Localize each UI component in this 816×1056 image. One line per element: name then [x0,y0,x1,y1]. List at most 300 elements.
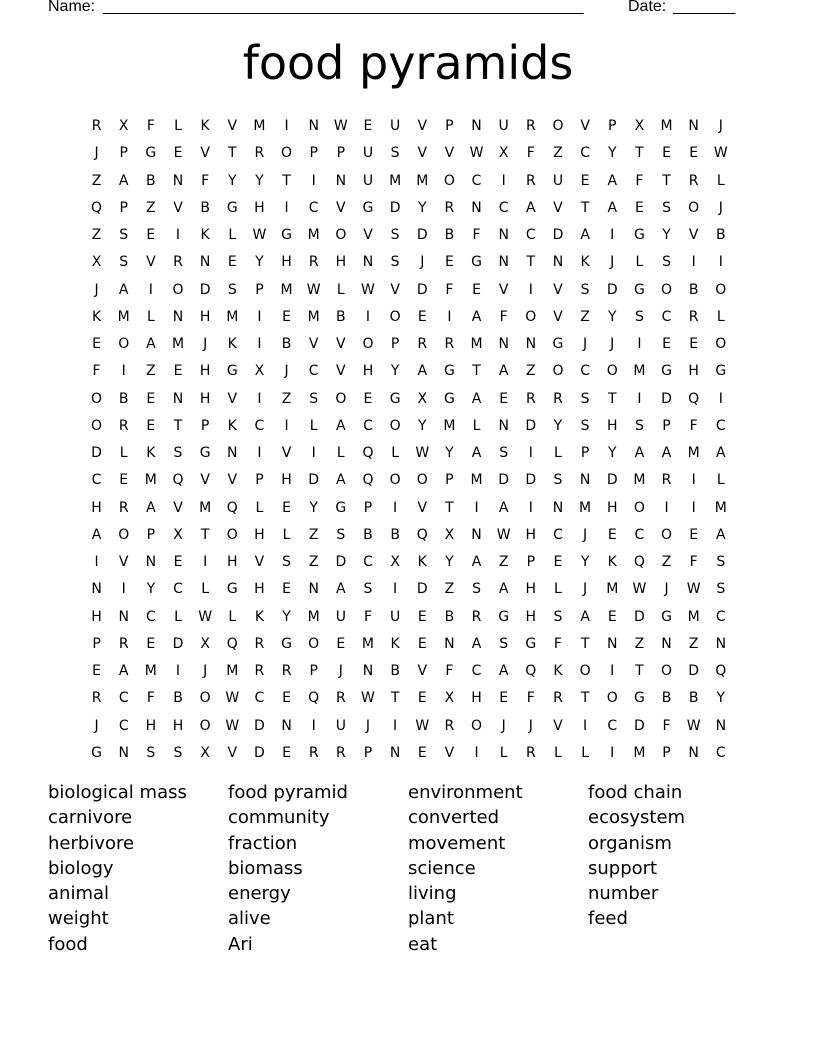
grid-letter: G [389,390,401,407]
grid-letter: U [335,717,346,734]
grid-letter: C [254,417,265,434]
grid-letter: N [498,254,509,271]
grid-letter: L [499,744,508,761]
grid-letter: P [390,336,400,352]
grid-letter: H [91,608,102,625]
grid-letter: R [335,744,346,761]
grid-letter: O [715,281,727,298]
grid-letter: L [309,417,318,434]
grid-letter: I [528,281,533,298]
grid-letter: T [580,635,590,652]
grid-letter: O [389,308,401,325]
grid-letter: E [607,608,617,625]
grid-letter: B [688,281,699,298]
grid-letter: C [607,717,618,734]
grid-letter: A [607,172,618,189]
grid-letter: D [606,472,618,489]
grid-letter: N [308,118,319,134]
grid-letter: E [607,526,617,543]
grid-letter: K [553,663,563,679]
grid-letter: B [444,608,455,625]
grid-letter: N [172,390,184,407]
grid-letter: C [471,663,482,679]
grid-letter: P [363,499,373,516]
letter-grid [83,113,734,767]
grid-letter: Y [607,445,617,461]
grid-letter: M [687,608,700,625]
grid-letter: R [688,172,699,189]
grid-letter: Q [525,663,537,679]
grid-letter: K [200,118,210,134]
grid-letter: R [444,717,455,734]
grid-letter: B [688,690,699,707]
grid-letter: T [662,172,671,189]
grid-letter: M [307,608,320,625]
grid-letter: V [417,145,428,162]
grid-letter: E [119,472,129,489]
grid-letter: V [227,744,238,761]
grid-letter: I [284,118,289,134]
grid-letter: Y [607,308,617,325]
grid-letter: B [146,172,156,189]
grid-letter: E [689,336,699,352]
grid-letter: B [444,227,455,243]
grid-letter: F [689,554,698,570]
word-list-item: organism [588,832,672,854]
grid-letter: S [634,417,644,434]
grid-letter: U [498,118,509,134]
grid-letter: D [525,417,537,434]
grid-letter: C [580,363,590,380]
word-list-item: alive [228,908,271,930]
grid-letter: P [255,281,264,298]
grid-letter: W [252,227,267,243]
grid-letter: C [715,608,726,625]
grid-letter: Z [444,581,455,598]
grid-letter: R [118,417,129,434]
grid-letter: Q [715,663,727,679]
grid-letter: M [714,499,727,516]
grid-letter: G [145,145,157,162]
grid-letter: T [282,172,291,189]
grid-letter: O [688,199,700,216]
grid-letter: O [661,526,673,543]
word-list-item: movement [408,832,506,854]
grid-letter: C [91,472,102,489]
grid-letter: H [145,717,157,734]
grid-letter: N [308,581,319,598]
grid-letter: Y [282,608,291,625]
grid-letter: R [254,663,265,679]
word-list-item: herbivore [48,832,135,854]
grid-letter: W [469,145,484,162]
grid-letter: I [284,199,289,216]
grid-letter: F [662,717,671,734]
grid-letter: T [173,417,183,434]
grid-letter: P [119,199,128,216]
grid-letter: I [691,499,696,516]
grid-letter: M [280,281,293,298]
grid-letter: Z [526,363,536,380]
grid-letter: M [226,663,239,679]
grid-letter: W [686,581,701,598]
grid-letter: M [307,308,320,325]
grid-letter: L [581,744,589,761]
word-list-item: biomass [228,857,303,879]
grid-letter: B [336,308,346,325]
grid-letter: C [634,526,645,543]
grid-letter: R [118,499,129,516]
grid-letter: M [633,363,646,380]
grid-letter: M [660,118,673,134]
grid-letter: I [393,499,398,516]
grid-letter: R [553,390,563,407]
grid-letter: V [417,499,428,516]
grid-letter: N [335,172,347,189]
grid-letter: Q [688,390,700,407]
grid-letter: S [580,390,590,407]
grid-letter: I [691,254,696,271]
grid-letter: H [254,526,265,543]
grid-letter: O [389,472,401,489]
grid-letter: U [389,118,401,134]
grid-letter: X [444,526,455,543]
grid-letter: N [227,445,238,461]
grid-letter: I [311,445,316,461]
grid-letter: I [257,308,262,325]
grid-letter: R [308,744,319,761]
grid-letter: A [146,336,156,352]
grid-letter: D [308,472,320,489]
grid-letter: H [525,608,537,625]
grid-letter: J [365,717,371,734]
grid-letter: K [200,227,210,243]
grid-letter: C [363,554,373,570]
grid-letter: V [580,118,590,134]
grid-letter: L [201,581,210,598]
grid-letter: I [718,254,723,271]
grid-letter: K [417,554,427,570]
grid-letter: H [199,390,211,407]
grid-letter: L [554,744,562,761]
grid-letter: L [282,526,291,543]
grid-letter: G [226,199,238,216]
grid-letter: O [118,526,130,543]
word-list-item [588,932,768,957]
grid-letter: J [583,336,588,352]
grid-letter: O [633,499,645,516]
grid-letter: R [444,336,455,352]
grid-letter: E [146,635,156,652]
grid-letter: A [716,526,726,543]
grid-letter: H [281,254,292,271]
grid-letter: H [199,308,211,325]
grid-letter: B [118,390,129,407]
grid-letter: L [391,445,400,461]
grid-letter: S [309,390,319,407]
grid-letter: A [471,554,482,570]
grid-letter: D [199,281,211,298]
grid-letter: O [471,717,483,734]
grid-letter: C [363,417,373,434]
grid-letter: R [91,118,102,134]
grid-letter: Y [662,227,671,243]
grid-letter: A [634,445,645,461]
grid-letter: N [715,635,727,652]
grid-letter: N [91,581,102,598]
grid-letter: J [94,145,99,162]
date-label: Date: [628,0,667,15]
grid-letter: P [255,472,264,489]
date-blank: _______ [673,0,736,15]
grid-letter: S [553,608,563,625]
grid-letter: E [146,390,156,407]
grid-letter: E [363,390,373,407]
grid-letter: N [498,227,509,243]
grid-letter: C [308,199,319,216]
grid-letter: N [471,526,482,543]
word-list-item: energy [228,883,291,905]
grid-letter: V [200,472,210,489]
grid-letter: W [198,608,213,625]
grid-letter: P [92,635,101,652]
grid-letter: M [117,308,130,325]
grid-letter: O [335,227,347,243]
name-label: Name: [48,0,96,15]
grid-letter: N [715,717,727,734]
grid-letter: J [718,199,723,216]
grid-letter: I [474,499,479,516]
grid-letter: P [309,663,318,679]
grid-letter: V [173,199,183,216]
grid-letter: V [200,145,210,162]
grid-letter: E [146,227,156,243]
grid-letter: N [498,336,509,352]
grid-letter: C [471,172,482,189]
grid-letter: A [580,608,590,625]
grid-letter: F [499,308,508,325]
grid-letter: I [610,227,615,243]
grid-letter: T [472,363,481,380]
grid-letter: V [281,445,292,461]
grid-letter: H [525,581,537,598]
grid-letter: D [389,199,401,216]
grid-letter: O [552,118,564,134]
grid-letter: S [173,445,183,461]
grid-letter: C [308,363,319,380]
grid-letter: Z [91,172,102,189]
grid-letter: R [91,690,102,707]
grid-letter: J [203,663,208,679]
grid-letter: K [227,336,237,352]
grid-letter: R [417,336,428,352]
grid-letter: C [661,308,672,325]
grid-letter: T [445,499,454,516]
grid-letter: D [498,472,510,489]
grid-letter: L [554,445,562,461]
grid-letter: J [528,717,533,734]
grid-letter: R [471,608,482,625]
grid-letter: C [145,608,156,625]
grid-letter: G [633,281,645,298]
grid-letter: N [118,608,129,625]
grid-letter: N [552,254,564,271]
grid-letter: J [420,254,425,271]
grid-letter: J [583,581,588,598]
grid-letter: E [417,308,427,325]
grid-letter: S [662,254,671,271]
grid-letter: W [632,581,647,598]
grid-letter: M [606,581,619,598]
grid-letter: S [499,635,509,652]
grid-letter: I [610,744,615,761]
grid-letter: G [471,254,482,271]
grid-letter: A [118,172,129,189]
grid-letter: S [553,472,563,489]
grid-letter: M [199,499,212,516]
grid-letter: L [119,445,128,461]
grid-letter: I [257,390,262,407]
grid-letter: I [528,445,533,461]
grid-letter: B [661,690,672,707]
grid-letter: F [363,608,372,625]
grid-letter: O [661,281,673,298]
grid-letter: A [498,499,509,516]
grid-letter: H [254,199,265,216]
grid-letter: L [635,254,644,271]
grid-letter: O [552,363,564,380]
grid-letter: Z [580,308,590,325]
grid-letter: R [525,172,536,189]
grid-letter: Y [417,417,427,434]
grid-letter: V [254,554,265,570]
grid-letter: E [580,172,590,189]
grid-letter: E [417,608,427,625]
grid-letter: R [661,472,672,489]
grid-letter: H [525,526,537,543]
grid-letter: F [553,635,562,652]
grid-letter: A [471,390,482,407]
grid-letter: E [662,336,671,352]
grid-letter: B [173,690,183,707]
grid-letter: M [253,118,266,134]
grid-letter: V [417,118,428,134]
grid-letter: G [443,390,455,407]
grid-letter: J [610,336,615,352]
grid-letter: N [362,663,374,679]
grid-letter: G [661,608,672,625]
grid-letter: C [118,717,129,734]
grid-letter: S [472,581,481,598]
grid-letter: L [336,281,345,298]
grid-letter: D [525,472,537,489]
grid-letter: Y [227,172,237,189]
grid-letter: E [499,390,509,407]
grid-letter: E [417,635,427,652]
grid-letter: X [91,254,102,271]
grid-letter: K [91,308,102,325]
grid-letter: I [203,554,208,570]
grid-letter: I [718,390,723,407]
grid-letter: E [227,254,237,271]
grid-letter: M [443,417,456,434]
grid-letter: I [148,281,153,298]
grid-letter: S [716,581,726,598]
grid-letter: I [365,308,371,325]
grid-letter: Y [580,554,590,570]
grid-letter: T [580,690,590,707]
word-list-item: carnivore [48,807,133,829]
grid-letter: A [607,199,618,216]
header-line [48,0,748,18]
word-list-item: community [228,807,330,829]
grid-letter: N [362,254,374,271]
grid-letter: R [444,199,455,216]
grid-letter: W [713,145,728,162]
grid-letter: X [254,363,265,380]
grid-letter: T [227,145,237,162]
grid-letter: G [199,445,211,461]
grid-letter: S [227,281,237,298]
grid-letter: L [472,417,481,434]
grid-letter: R [254,145,265,162]
grid-letter: M [144,472,157,489]
grid-letter: E [417,690,427,707]
grid-letter: Q [226,499,238,516]
grid-letter: I [94,554,99,570]
word-list-item: converted [408,807,500,829]
grid-letter: P [200,417,210,434]
grid-letter: V [227,118,238,134]
grid-letter: F [526,690,535,707]
word-list-item: living [408,883,457,905]
grid-letter: S [119,254,129,271]
grid-letter: F [146,118,155,134]
grid-letter: K [390,635,400,652]
grid-letter: Y [716,690,726,707]
grid-letter: T [607,390,617,407]
grid-letter: E [363,118,373,134]
word-list-item: food chain [588,782,683,803]
grid-letter: N [552,499,564,516]
grid-letter: Q [308,690,320,707]
grid-letter: K [607,554,617,570]
grid-letter: Q [226,635,238,652]
grid-letter: F [472,227,481,243]
grid-letter: A [336,581,346,598]
grid-letter: C [580,145,590,162]
grid-letter: F [92,363,101,380]
grid-letter: J [284,363,289,380]
grid-letter: L [716,172,725,189]
grid-letter: K [227,417,237,434]
grid-letter: G [281,635,292,652]
grid-letter: V [444,744,455,761]
grid-letter: R [688,308,699,325]
word-list-item: food [48,933,88,955]
grid-letter: R [308,254,319,271]
grid-letter: A [118,663,129,679]
word-list-item: fraction [228,832,298,854]
grid-letter: V [227,390,238,407]
grid-letter: X [118,118,129,134]
word-list-item: animal [48,883,110,905]
grid-letter: L [716,308,725,325]
grid-letter: A [716,445,726,461]
grid-letter: G [335,499,347,516]
grid-letter: B [281,336,292,352]
grid-letter: X [634,118,645,134]
